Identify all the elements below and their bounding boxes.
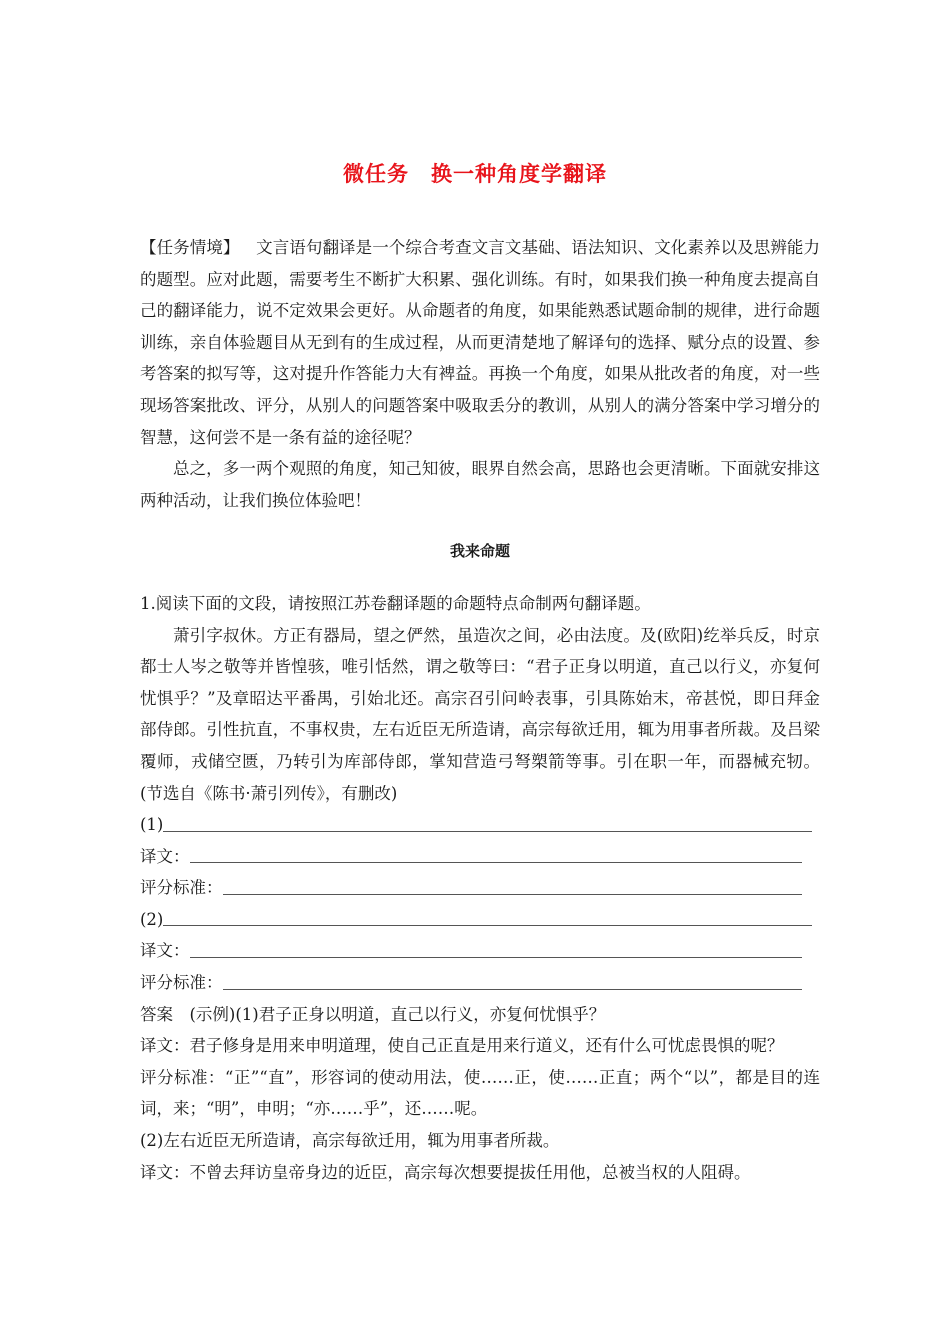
translation-label: 译文： [140,941,190,961]
intro-text: 文言语句翻译是一个综合考查文言文基础、语法知识、文化素养以及思辨能力的题型。应对此题，需要考生不断扩大积累、强化训练。有时，如果我们换一种角度去提高自己的翻译能力，说不定效果会更好。从命题者的角度，如果能熟悉试题命制的规律，进行命题训练，亲自体验题目从无到有的生成过程，从而更清楚地了解译句的选择、赋分点的设置、参考答案的拟写等，这对提升作答能力大有裨益。再换一个角度，如果从批改者的角度，对一些现场答案批改、评分，从别人的问题答案中吸取丢分的教训，从别人的满分答案中学习增分的智慧，这何尝不是一条有益的途径呢？ [140,238,821,447]
page-title: 微任务 换一种角度学翻译 [343,162,607,186]
blank-criteria-2 [140,967,820,999]
summary-paragraph: 总之，多一两个观照的角度，知己知彼，眼界自然会高，思路也会更清晰。下面就安排这两种活动，让我们换位体验吧！ [140,459,820,510]
answer-blank-line[interactable] [223,894,802,895]
answer-line-2: 译文：君子修身是用来申明道理，使自己正直是用来行道义，还有什么可忧虑畏惧的呢？ [140,1036,784,1056]
answer-line-3: 评分标准：“正”“直”，形容词的使动用法，使……正，使……正直；两个“以”，都是目的连词，来；“明”，申明；“亦……乎”，还……呢。 [140,1067,820,1119]
intro-paragraph [140,232,820,453]
translation-label: 译文： [140,846,190,866]
task-context-tag: 【任务情境】 [140,238,240,257]
answer-blank-line[interactable] [163,831,812,832]
answer-blank-line[interactable] [223,989,802,990]
answer-line-5: 译文：不曾去拜访皇帝身边的近臣，高宗每次想要提拔任用他，总被当权的人阻碍。 [140,1162,751,1182]
answer-blank-line[interactable] [163,925,812,926]
document-body [140,232,820,1188]
answer-blank-line[interactable] [190,957,802,958]
blank-translation-1 [140,841,820,873]
answer-line-1: 答案 (示例)(1)君子正身以明道，直己以行义，亦复何忧惧乎？ [140,1004,606,1024]
section-title: 我来命题 [449,542,510,561]
answer-line-4: (2)左右近臣无所造请，高宗每欲迁用，辄为用事者所裁。 [140,1131,560,1151]
question-prompt: 1.阅读下面的文段，请按照江苏卷翻译题的命题特点命制两句翻译题。 [140,593,651,613]
classical-passage: 萧引字叔休。方正有器局，望之俨然，虽造次之间，必由法度。及(欧阳)纥举兵反，时京都士人岑之敬等并皆惶骇，唯引恬然，谓之敬等曰：“君子正身以明道，直己以行义，亦复何忧惧乎？”及章昭达平番禺，引始北还。高宗召引问岭表事，引具陈始末，帝甚悦，即日拜金部侍郎。引性抗直，不事权贵，左右近臣无所造请，高宗每欲迁用，辄为用事者所裁。及吕梁覆师，戎储空匮，乃转引为库部侍郎，掌知营造弓弩槊箭等事。引在职一年，而器械充牣。(节选自《陈书·萧引列传》，有删改) [140,625,820,803]
blank-translation-2 [140,935,820,967]
criteria-label: 评分标准： [140,878,223,898]
blank-item-1 [140,809,820,841]
blank-item-2 [140,904,820,936]
criteria-label: 评分标准： [140,973,223,993]
blank-item-2-label: (2) [140,909,164,929]
answer-blank-line[interactable] [190,862,802,863]
blank-item-1-label: (1) [140,815,164,835]
blank-criteria-1 [140,872,820,904]
